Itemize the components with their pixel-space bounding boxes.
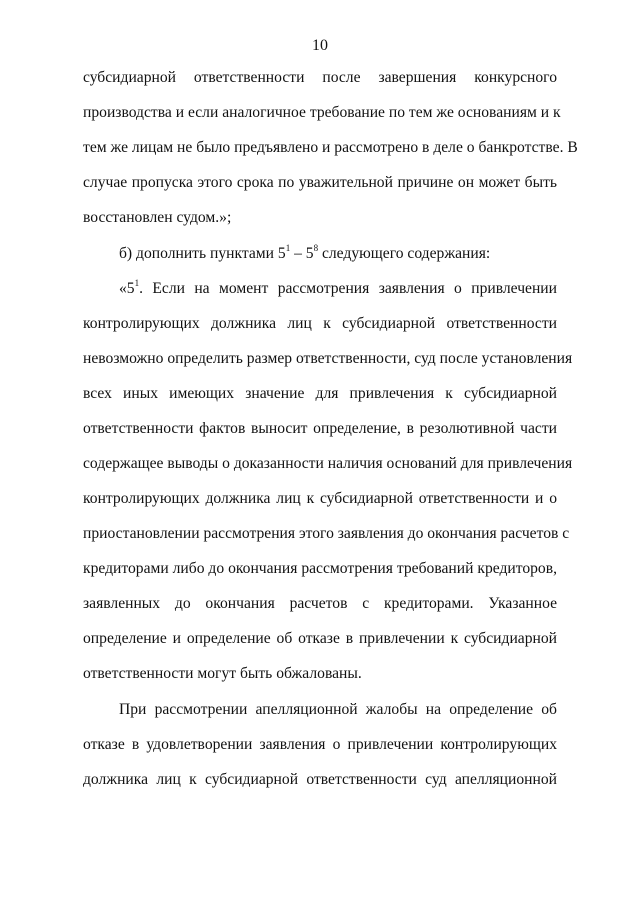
- text-line: ответственности могут быть обжалованы.: [83, 665, 362, 682]
- item-b-line: [119, 244, 557, 264]
- item-5-1-rest: . Если на момент рассмотрения заявления о привлечении: [139, 280, 557, 297]
- text-line: приостановлении рассмотрения этого заявления до окончания расчетов с: [83, 525, 570, 542]
- page-number: 10: [312, 37, 328, 54]
- text-line: кредиторами либо до окончания рассмотрения требований кредиторов,: [83, 560, 557, 577]
- text-line: случае пропуска этого срока по уважительной причине он может быть: [83, 174, 557, 191]
- text-line: При рассмотрении апелляционной жалобы на определение об: [119, 701, 557, 718]
- item-5-1-line: [119, 279, 557, 299]
- text-line: заявленных до окончания расчетов с кредиторами. Указанное: [83, 595, 557, 612]
- text-line: определение и определение об отказе в привлечении к субсидиарной: [83, 630, 557, 647]
- item-5-1-open: «5: [119, 280, 135, 297]
- item-5-1-sup: 1: [134, 278, 140, 288]
- text-line: содержащее выводы о доказанности наличия оснований для привлечения: [83, 455, 573, 472]
- text-line: невозможно определить размер ответственности, суд после установления: [83, 350, 573, 367]
- text-line: тем же лицам не было предъявлено и рассмотрено в деле о банкротстве. В: [83, 139, 578, 156]
- text-line: производства и если аналогичное требование по тем же основаниям и к: [83, 104, 561, 121]
- text-line: должника лиц к субсидиарной ответственности суд апелляционной: [83, 771, 557, 788]
- text-line: всех иных имеющих значение для привлечения к субсидиарной: [83, 385, 557, 402]
- item-b-suffix: следующего содержания:: [318, 245, 491, 262]
- text-line: контролирующих должника лиц к субсидиарной ответственности и о: [83, 490, 557, 507]
- item-b-sup-1: 1: [285, 243, 291, 253]
- item-b-dash: – 5: [290, 245, 314, 262]
- item-b-sup-2: 8: [313, 243, 319, 253]
- text-line: контролирующих должника лиц к субсидиарной ответственности: [83, 315, 557, 332]
- item-b-prefix: б) дополнить пунктами 5: [119, 245, 286, 262]
- text-line: субсидиарной ответственности после завершения конкурсного: [83, 69, 557, 86]
- text-line: отказе в удовлетворении заявления о привлечении контролирующих: [83, 736, 557, 753]
- text-line: ответственности фактов выносит определение, в резолютивной части: [83, 420, 557, 437]
- text-line: восстановлен судом.»;: [83, 209, 232, 226]
